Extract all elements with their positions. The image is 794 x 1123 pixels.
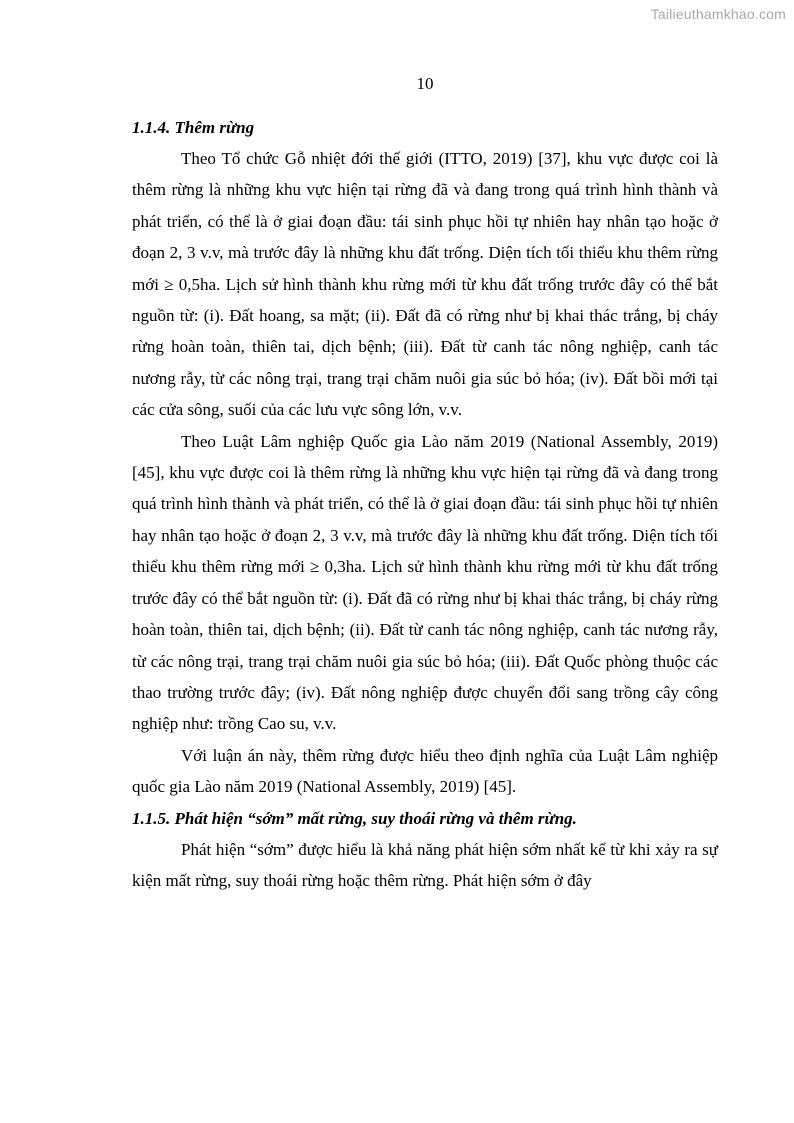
paragraph-itto-definition: Theo Tổ chức Gỗ nhiệt đới thế giới (ITTO, 2019) [37], khu vực được coi là thêm rừng là những khu vực hiện tại rừng đã và đang trong quá trình hình thành và phát triển, có thể là ở giai đoạn đầu: tái sinh phục hồi tự nhiên hay nhân tạo hoặc ở đoạn 2, 3 v.v, mà trước đây là những khu đất trống. Diện tích tối thiểu khu thêm rừng mới ≥ 0,5ha. Lịch sử hình thành khu rừng mới từ khu đất trống trước đây có thể bắt nguồn từ: (i). Đất hoang, sa mặt; (ii). Đất đã có rừng như bị khai thác trắng, bị cháy rừng hoàn toàn, thiên tai, dịch bệnh; (iii). Đất từ canh tác nông nghiệp, canh tác nương rẫy, từ các nông trại, trang trại chăm nuôi gia súc bỏ hóa; (iv). Đất bồi mới tại các cửa sông, suối của các lưu vực sông lớn, v.v.: [132, 149, 718, 420]
page-number: 10: [416, 74, 434, 93]
paragraph-thesis-definition: Với luận án này, thêm rừng được hiểu theo định nghĩa của Luật Lâm nghiệp quốc gia Lào năm 2019 (National Assembly, 2019) [45].: [132, 745, 718, 797]
watermark: Tailieuthamkhao.com: [650, 6, 786, 22]
section-heading-1-1-5: 1.1.5. Phát hiện “sớm” mất rừng, suy thoái rừng và thêm rừng.: [132, 808, 577, 828]
document-body: [132, 112, 718, 896]
paragraph-lao-law-definition: Theo Luật Lâm nghiệp Quốc gia Lào năm 2019 (National Assembly, 2019) [45], khu vực được coi là thêm rừng là những khu vực hiện tại rừng đã và đang trong quá trình hình thành và phát triển, có thể là ở giai đoạn đầu: tái sinh phục hồi tự nhiên hay nhân tạo hoặc ở đoạn 2, 3 v.v, mà trước đây là những khu đất trống. Diện tích tối thiểu khu thêm rừng mới ≥ 0,3ha. Lịch sử hình thành khu rừng mới từ khu đất trống trước đây có thể bắt nguồn từ: (i). Đất đã có rừng như bị khai thác trắng, bị cháy rừng hoàn toàn, thiên tai, dịch bệnh; (ii). Đất từ canh tác nông nghiệp, canh tác nương rẫy, từ các nông trại, trang trại chăm nuôi gia súc bỏ hóa; (iii). Đất Quốc phòng thuộc các thao trường trước đây; (iv). Đất nông nghiệp được chuyển đổi sang trồng cây công nghiệp như: trồng Cao su, v.v.: [132, 431, 718, 734]
paragraph-early-detection: Phát hiện “sớm” được hiểu là khả năng phát hiện sớm nhất kể từ khi xảy ra sự kiện mất rừng, suy thoái rừng hoặc thêm rừng. Phát hiện sớm ở đây: [132, 839, 718, 890]
section-heading-1-1-4: 1.1.4. Thêm rừng: [132, 118, 255, 137]
